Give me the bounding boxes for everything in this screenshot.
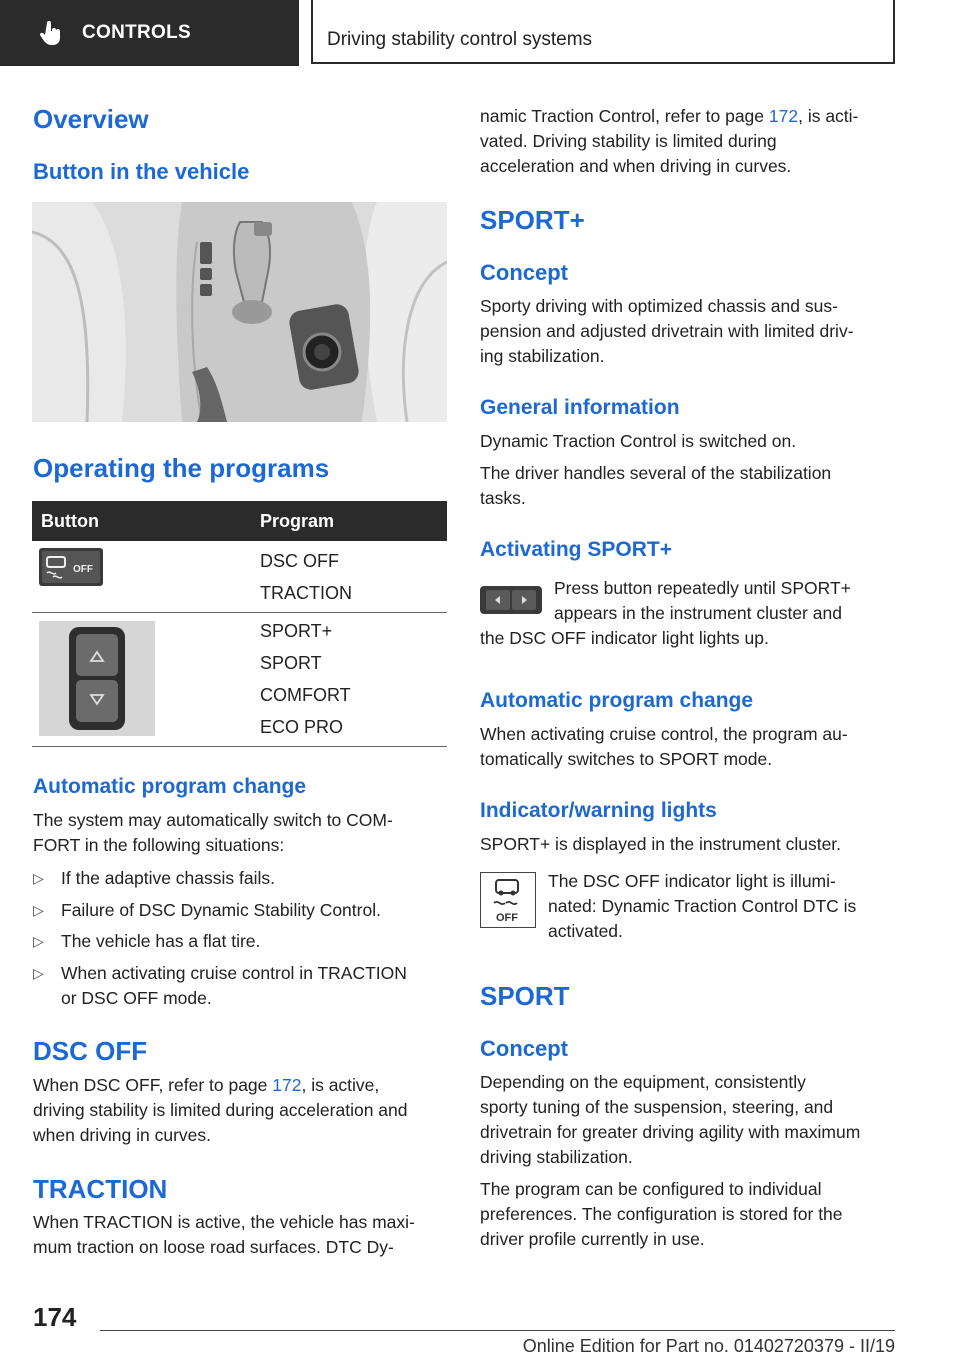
traction-line-1: When TRACTION is active, the vehicle has maxi- bbox=[33, 1212, 415, 1232]
page-link-172[interactable]: 172 bbox=[272, 1075, 302, 1095]
table-row-divider bbox=[32, 746, 447, 747]
svg-text:OFF: OFF bbox=[73, 564, 93, 575]
dsc-off-line-1: When DSC OFF, refer to page 172, is active, bbox=[33, 1075, 380, 1095]
col-program: Program bbox=[260, 511, 335, 531]
heading-general-information: General information bbox=[480, 396, 680, 419]
indicator-line-1: SPORT+ is displayed in the instrument cluster. bbox=[480, 834, 842, 854]
continued-line-1: namic Traction Control, refer to page 172, is acti- bbox=[480, 106, 859, 126]
heading-operating-programs: Operating the programs bbox=[33, 453, 330, 483]
indicator2-line-3: activated. bbox=[548, 921, 623, 941]
heading-activating-sport-plus: Activating SPORT+ bbox=[480, 538, 672, 561]
auto-change-line-1: The system may automatically switch to COM- bbox=[33, 810, 393, 830]
heading-sport-plus: SPORT+ bbox=[480, 205, 585, 235]
general-line-3: tasks. bbox=[480, 488, 526, 508]
bullet-triangle-icon: ▷ bbox=[33, 965, 44, 981]
dsc-off-button-icon bbox=[39, 548, 103, 586]
list-item: ▷ The vehicle has a flat tire. bbox=[33, 929, 448, 954]
programs-table-header bbox=[32, 501, 447, 541]
dsc-off-line-2: driving stability is limited during acceleration and bbox=[33, 1100, 408, 1120]
bullet-triangle-icon: ▷ bbox=[33, 870, 44, 886]
activating-line-1: Press button repeatedly until SPORT+ bbox=[554, 578, 851, 598]
program-dsc-off: DSC OFF bbox=[260, 551, 339, 571]
bullet-triangle-icon: ▷ bbox=[33, 902, 44, 918]
heading-concept-2: Concept bbox=[480, 1036, 568, 1061]
dsc-off-line-3: when driving in curves. bbox=[33, 1125, 211, 1145]
continued-line-3: acceleration and when driving in curves. bbox=[480, 156, 792, 176]
list-item: ▷ When activating cruise control in TRACTION bbox=[33, 961, 448, 986]
heading-automatic-program-change-2: Automatic program change bbox=[480, 689, 754, 712]
general-line-2: The driver handles several of the stabilization bbox=[480, 463, 832, 483]
footer-edition: Online Edition for Part no. 01402720379 - II/19 bbox=[522, 1336, 895, 1356]
list-item-continuation: or DSC OFF mode. bbox=[61, 988, 212, 1008]
heading-automatic-program-change: Automatic program change bbox=[33, 775, 307, 798]
concept-line-2: pension and adjusted drivetrain with limited driv- bbox=[480, 321, 854, 341]
concept2-line-6: preferences. The configuration is stored for the bbox=[480, 1204, 843, 1224]
svg-text:OFF: OFF bbox=[496, 912, 518, 924]
header-title-box bbox=[311, 0, 895, 64]
table-row-divider bbox=[32, 612, 447, 613]
concept2-line-2: sporty tuning of the suspension, steering, and bbox=[480, 1097, 834, 1117]
auto2-line-2: tomatically switches to SPORT mode. bbox=[480, 749, 773, 769]
indicator2-line-1: The DSC OFF indicator light is illumi- bbox=[548, 871, 836, 891]
header-section-tab bbox=[0, 0, 299, 66]
indicator2-line-2: nated: Dynamic Traction Control DTC is bbox=[548, 896, 857, 916]
program-comfort: COMFORT bbox=[260, 685, 351, 705]
program-traction: TRACTION bbox=[260, 583, 352, 603]
center-console-illustration bbox=[32, 202, 447, 422]
heading-sport: SPORT bbox=[480, 981, 570, 1011]
auto2-line-1: When activating cruise control, the program au- bbox=[480, 724, 848, 744]
dsc-off-indicator-icon bbox=[480, 872, 536, 928]
program-sport-plus: SPORT+ bbox=[260, 621, 333, 641]
mode-rocker-switch-icon bbox=[39, 621, 155, 736]
col-button: Button bbox=[41, 511, 99, 531]
page-link-172[interactable]: 172 bbox=[768, 106, 799, 126]
program-eco-pro: ECO PRO bbox=[260, 717, 344, 737]
list-item: ▷ Failure of DSC Dynamic Stability Control. bbox=[33, 898, 448, 923]
traction-line-2: mum traction on loose road surfaces. DTC Dy- bbox=[33, 1237, 394, 1257]
heading-traction: TRACTION bbox=[33, 1174, 168, 1204]
heading-indicator-warning-lights: Indicator/warning lights bbox=[480, 799, 717, 822]
heading-dsc-off: DSC OFF bbox=[33, 1036, 148, 1066]
continued-line-2: vated. Driving stability is limited during bbox=[480, 131, 777, 151]
list-item: ▷ If the adaptive chassis fails. bbox=[33, 866, 448, 891]
footer-divider bbox=[100, 1330, 895, 1331]
auto-change-line-2: FORT in the following situations: bbox=[33, 835, 285, 855]
concept-line-3: ing stabilization. bbox=[480, 346, 605, 366]
bullet-triangle-icon: ▷ bbox=[33, 933, 44, 949]
hand-pointer-icon bbox=[38, 20, 64, 46]
concept-line-1: Sporty driving with optimized chassis and sus- bbox=[480, 296, 838, 316]
concept2-line-7: driver profile currently in use. bbox=[480, 1229, 705, 1249]
heading-button-in-vehicle: Button in the vehicle bbox=[33, 159, 250, 184]
activating-line-3: the DSC OFF indicator light lights up. bbox=[480, 628, 769, 648]
heading-overview: Overview bbox=[33, 104, 149, 134]
activating-line-2: appears in the instrument cluster and bbox=[554, 603, 842, 623]
mode-rocker-inline-icon bbox=[480, 584, 542, 616]
concept2-line-3: drivetrain for greater driving agility with maximum bbox=[480, 1122, 861, 1142]
concept2-line-4: driving stabilization. bbox=[480, 1147, 633, 1167]
header-title: Driving stability control systems bbox=[327, 29, 593, 50]
concept2-line-5: The program can be configured to individual bbox=[480, 1179, 822, 1199]
header-section-label: CONTROLS bbox=[82, 22, 192, 43]
program-sport: SPORT bbox=[260, 653, 322, 673]
page-number: 174 bbox=[33, 1302, 77, 1332]
general-line-1: Dynamic Traction Control is switched on. bbox=[480, 431, 797, 451]
heading-concept: Concept bbox=[480, 260, 568, 285]
concept2-line-1: Depending on the equipment, consistently bbox=[480, 1072, 806, 1092]
